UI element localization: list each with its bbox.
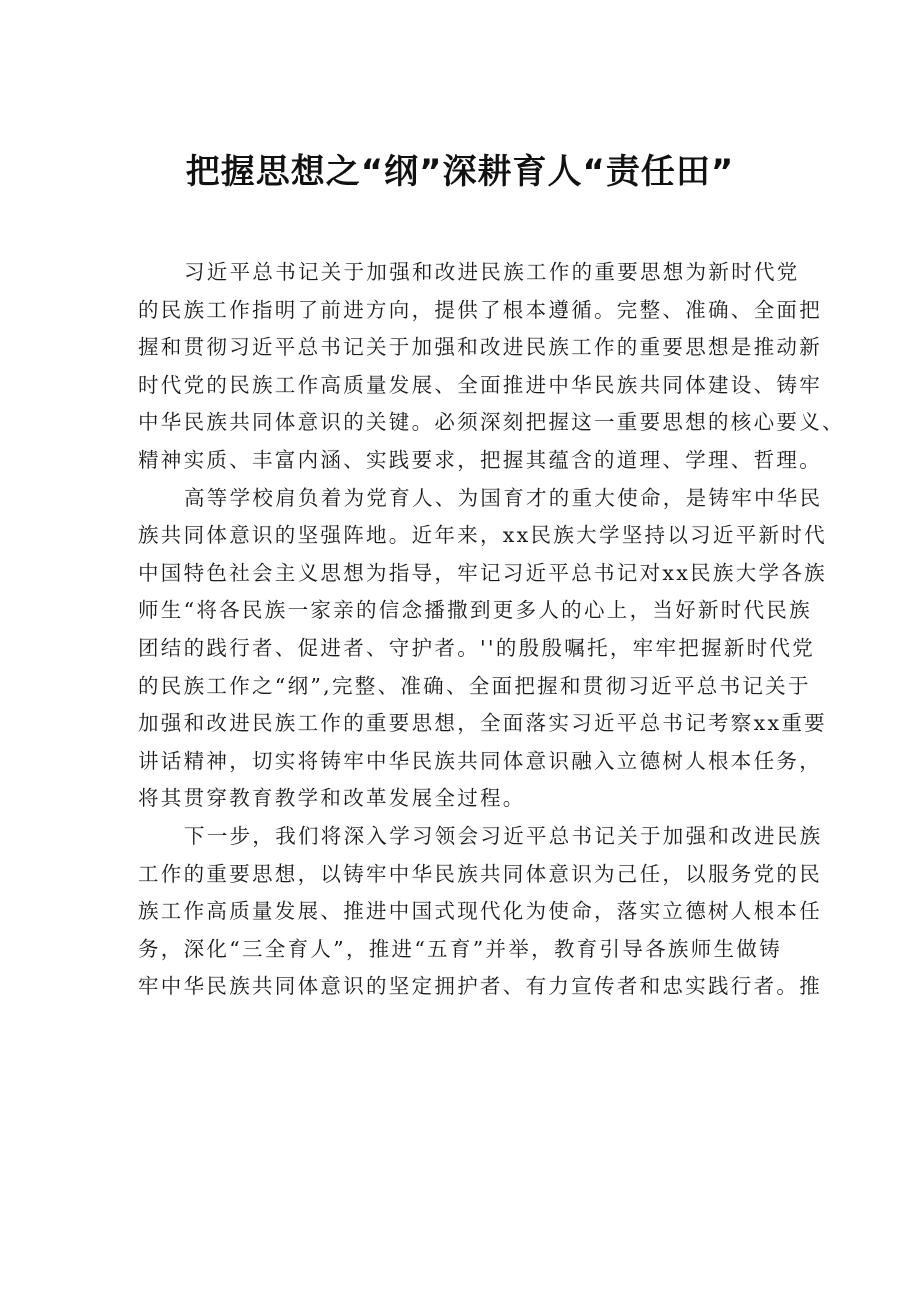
paragraph-line: 牢中华民族共同体意识的坚定拥护者、有力宣传者和忠实践行者。推 — [138, 974, 822, 999]
paragraph-line: 将其贯穿教育教学和改革发展全过程。 — [138, 786, 526, 811]
document-title: 把握思想之“纲”深耕育人“责任田” — [185, 152, 735, 192]
paragraph-line: 中华民族共同体意识的关键。必须深刻把握这一重要思想的核心要义、 — [138, 410, 845, 435]
paragraph-line: 握和贯彻习近平总书记关于加强和改进民族工作的重要思想是推动新 — [138, 335, 822, 360]
paragraph-line: 的民族工作之“纲”,完整、准确、全面把握和贯彻习近平总书记关于 — [138, 673, 811, 698]
paragraph-line: 族工作高质量发展、推进中国式现代化为使命，落实立德树人根本任 — [138, 899, 822, 924]
paragraph-line: 时代党的民族工作高质量发展、全面推进中华民族共同体建设、铸牢 — [138, 372, 822, 397]
paragraph-line: 工作的重要思想，以铸牢中华民族共同体意识为己任，以服务党的民 — [138, 861, 822, 886]
paragraph-line: 精神实质、丰富内涵、实践要求，把握其蕴含的道理、学理、哲理。 — [138, 447, 822, 472]
paragraph-line: 下一步，我们将深入学习领会习近平总书记关于加强和改进民族 — [184, 823, 823, 848]
paragraph-line: 师生“将各民族一家亲的信念播撒到更多人的心上，当好新时代民族 — [138, 598, 812, 623]
paragraph-line: 讲话精神，切实将铸牢中华民族共同体意识融入立德树人根本任务， — [138, 748, 822, 773]
paragraph-line: 习近平总书记关于加强和改进民族工作的重要思想为新时代党 — [184, 260, 800, 284]
paragraph-3 — [138, 818, 823, 1006]
paragraph-line: 族共同体意识的坚强阵地。近年来，xx民族大学坚持以习近平新时代 — [138, 523, 827, 548]
paragraph-line: 团结的践行者、促进者、守护者。''的殷殷嘱托，牢牢把握新时代党 — [138, 635, 816, 660]
paragraph-line: 务，深化“三全育人”，推进“五育”并举，教育引导各族师生做铸 — [138, 936, 782, 961]
paragraph-line: 的民族工作指明了前进方向，提供了根本遵循。完整、准确、全面把 — [138, 297, 822, 322]
paragraph-2 — [138, 480, 827, 818]
document-body — [138, 254, 845, 1006]
paragraph-line: 高等学校肩负着为党育人、为国育才的重大使命，是铸牢中华民 — [184, 485, 823, 510]
paragraph-line: 加强和改进民族工作的重要思想，全面落实习近平总书记考察xx重要 — [138, 711, 827, 736]
paragraph-1 — [138, 254, 845, 480]
paragraph-line: 中国特色社会主义思想为指导，牢记习近平总书记对xx民族大学各族 — [138, 560, 827, 585]
